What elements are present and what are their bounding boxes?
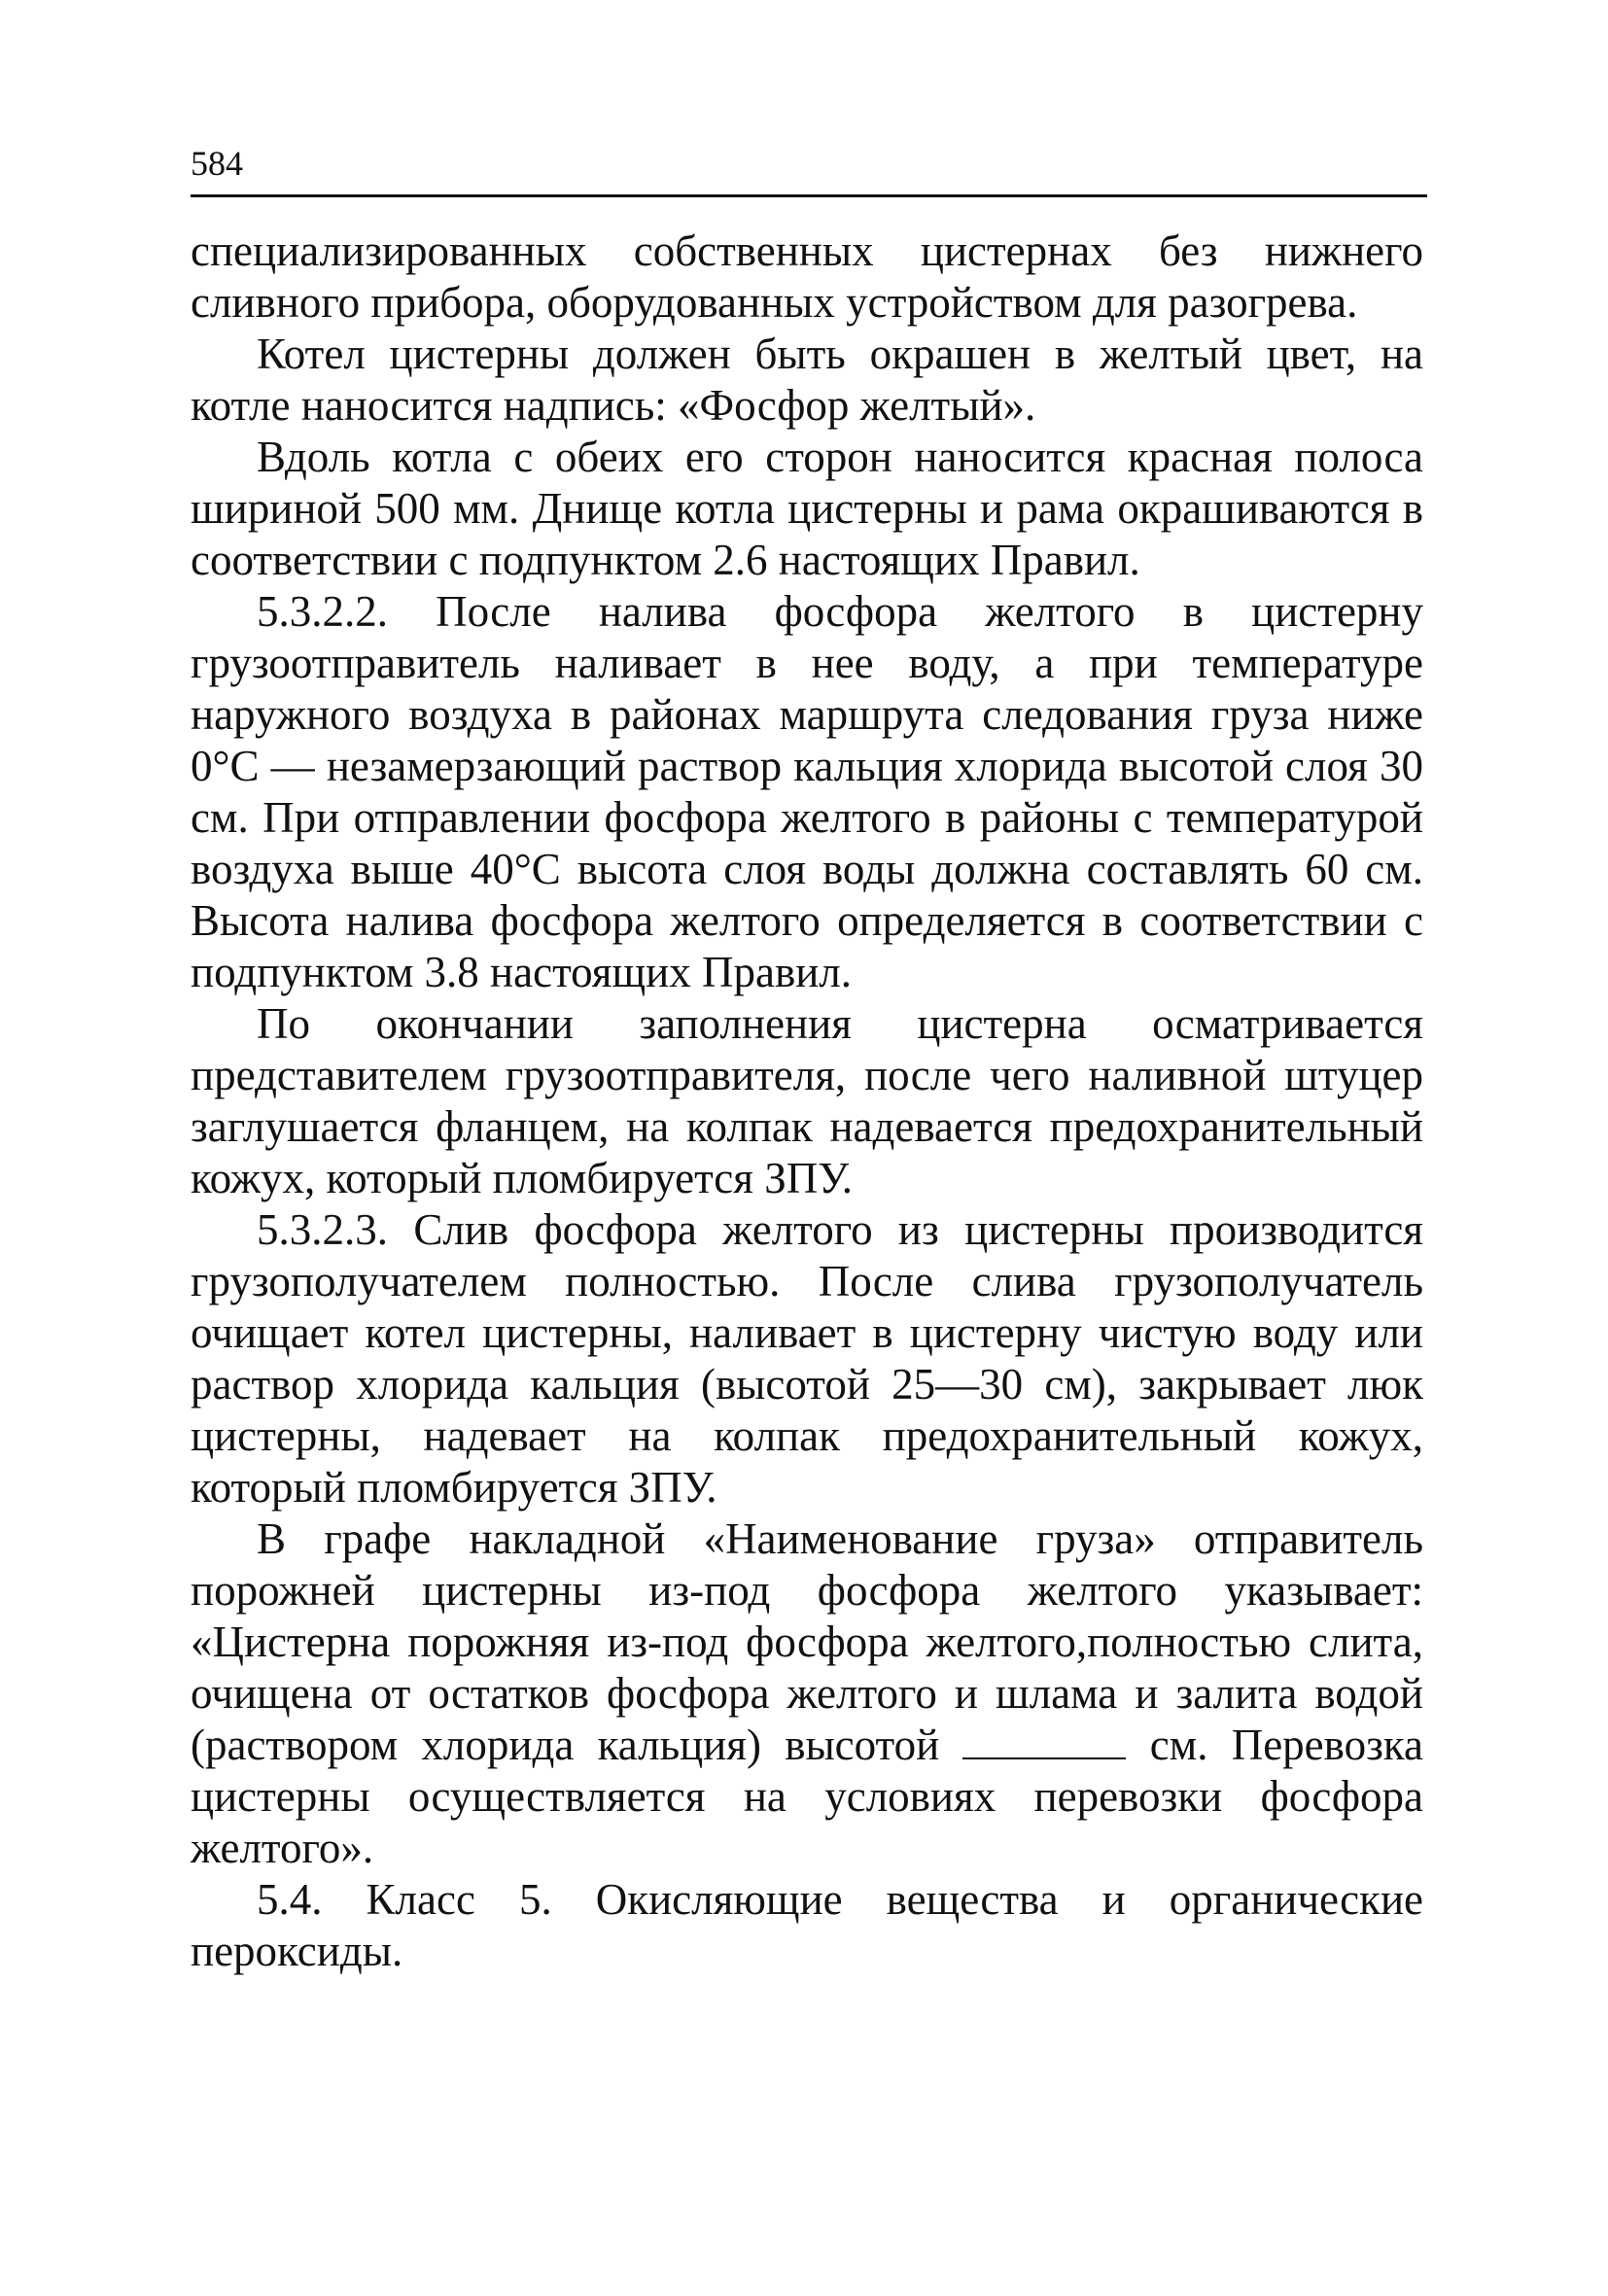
paragraph-5-3-2-3: 5.3.2.3. Слив фосфора желтого из цистерны производится грузополучателем полностью. После слива грузополучатель очищает котел цистерны, наливает в цистерну чистую воду или раствор хлорида кальция (высотой 25—30 см), закрывает люк цистерны, надевает на колпак предохранительный кожух, который пломбируется ЗПУ. xyxy=(191,1205,1423,1512)
paragraph-boiler-color: Котел цистерны должен быть окрашен в желтый цвет, на котле наносится надпись: «Фосфор желтый». xyxy=(191,330,1423,430)
page-number: 584 xyxy=(191,144,243,183)
waybill-text-before: В графе накладной «Наименование груза» отправитель порожней цистерны из-под фосфора желтого указывает: «Цистерна порожняя из-под фосфора желтого,полностью слита, очищена от остатков фосфора желтого и шлама и залита водой (раствором хлорида кальция) высотой xyxy=(191,1514,1423,1769)
fill-in-blank xyxy=(962,1721,1126,1759)
body-text xyxy=(191,226,1423,1977)
waybill-text-after: см. Перевозка цистерны осуществляется на условиях перевозки фосфора желтого». xyxy=(191,1721,1424,1872)
paragraph-inspection: По окончании заполнения цистерна осматривается представителем грузоотправителя, после чего наливной штуцер заглушается фланцем, на колпак надевается предохранительный кожух, который пломбируется ЗПУ. xyxy=(191,999,1423,1202)
paragraph-continuation: специализированных собственных цистернах без нижнего сливного прибора, оборудованных устройством для разогрева. xyxy=(191,226,1423,327)
paragraph-5-4: 5.4. Класс 5. Окисляющие вещества и органические пероксиды. xyxy=(191,1875,1423,1975)
header-rule xyxy=(191,194,1427,197)
paragraph-5-3-2-2: 5.3.2.2. После налива фосфора желтого в цистерну грузоотправитель наливает в нее воду, а при температуре наружного воздуха в районах маршрута следования груза ниже 0°С — незамерзающий раствор кальция хлорида высотой слоя 30 см. При отправлении фосфора желтого в районы с температурой воздуха выше 40°С высота слоя воды должна составлять 60 см. Высота налива фосфора желтого определяется в соответствии с подпунктом 3.8 настоящих Правил. xyxy=(191,587,1423,996)
paragraph-red-stripe: Вдоль котла с обеих его сторон наносится красная полоса шириной 500 мм. Днище котла цистерны и рама окрашиваются в соответствии с подпунктом 2.6 настоящих Правил. xyxy=(191,433,1423,584)
paragraph-waybill xyxy=(191,1513,1423,1874)
